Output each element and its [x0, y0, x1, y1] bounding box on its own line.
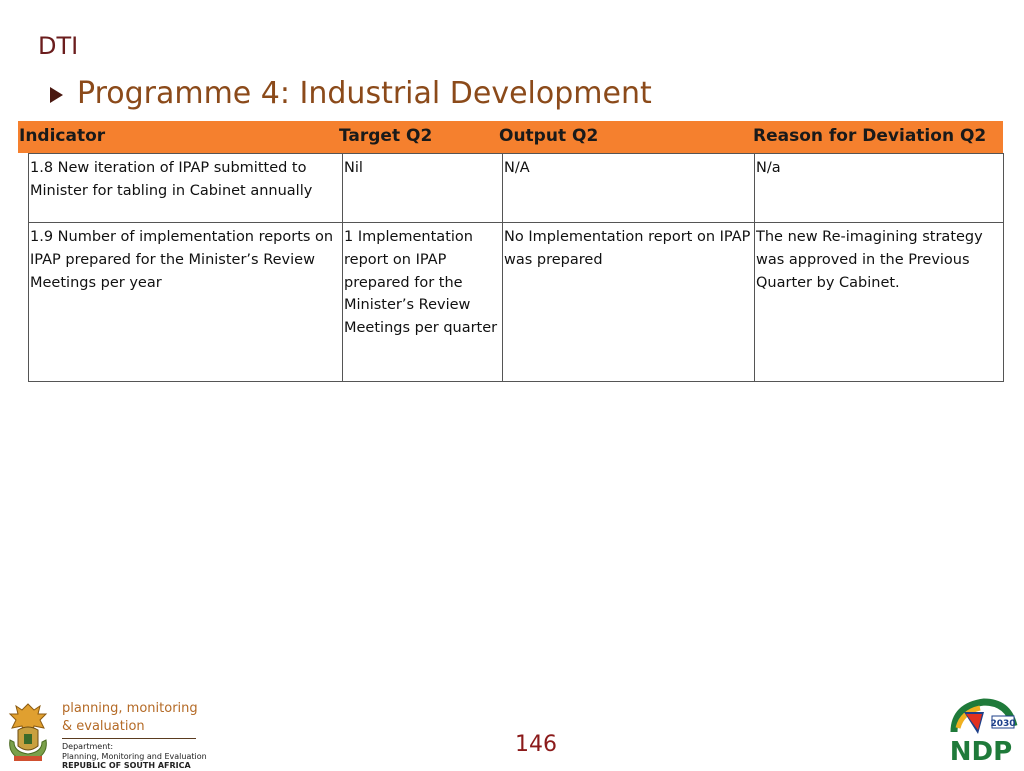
logo-small-line3: REPUBLIC OF SOUTH AFRICA [62, 761, 191, 770]
table-row [29, 223, 1004, 382]
logo-text-line1: planning, monitoring [62, 701, 198, 716]
table-cell-output: N/A [503, 154, 755, 223]
programme-heading [50, 76, 652, 111]
ndp-year: 2030 [990, 719, 1016, 729]
logo-divider [62, 738, 196, 739]
table-cell-indicator: 1.8 New iteration of IPAP submitted to Minister for tabling in Cabinet annually [29, 154, 343, 223]
table-row [29, 154, 1004, 223]
column-header-output: Output Q2 [499, 126, 599, 146]
ndp-text: NDP [949, 737, 1013, 764]
logo-text-line2: & evaluation [62, 719, 145, 734]
ndp-2030-logo [944, 698, 1018, 764]
column-header-indicator: Indicator [19, 126, 106, 146]
logo-small-line1: Department: [62, 742, 114, 751]
coat-of-arms-icon [4, 700, 52, 764]
indicator-table [28, 153, 1004, 382]
column-header-reason: Reason for Deviation Q2 [753, 126, 987, 146]
table-header-row [18, 121, 1003, 153]
org-title: DTI [38, 32, 79, 60]
page-number: 146 [515, 732, 557, 757]
column-header-target: Target Q2 [339, 126, 433, 146]
table-cell-reason: N/a [755, 154, 1004, 223]
bullet-arrow-icon [50, 87, 63, 103]
programme-title: Programme 4: Industrial Development [77, 76, 652, 111]
table-cell-target: 1 Implementation report on IPAP prepared for the Minister’s Review Meetings per quarter [343, 223, 503, 382]
table-cell-reason: The new Re-imagining strategy was approved in the Previous Quarter by Cabinet. [755, 223, 1004, 382]
table-cell-output: No Implementation report on IPAP was prepared [503, 223, 755, 382]
logo-small-line2: Planning, Monitoring and Evaluation [62, 751, 207, 761]
table-cell-indicator: 1.9 Number of implementation reports on IPAP prepared for the Minister’s Review Meetings per year [29, 223, 343, 382]
table-cell-target: Nil [343, 154, 503, 223]
